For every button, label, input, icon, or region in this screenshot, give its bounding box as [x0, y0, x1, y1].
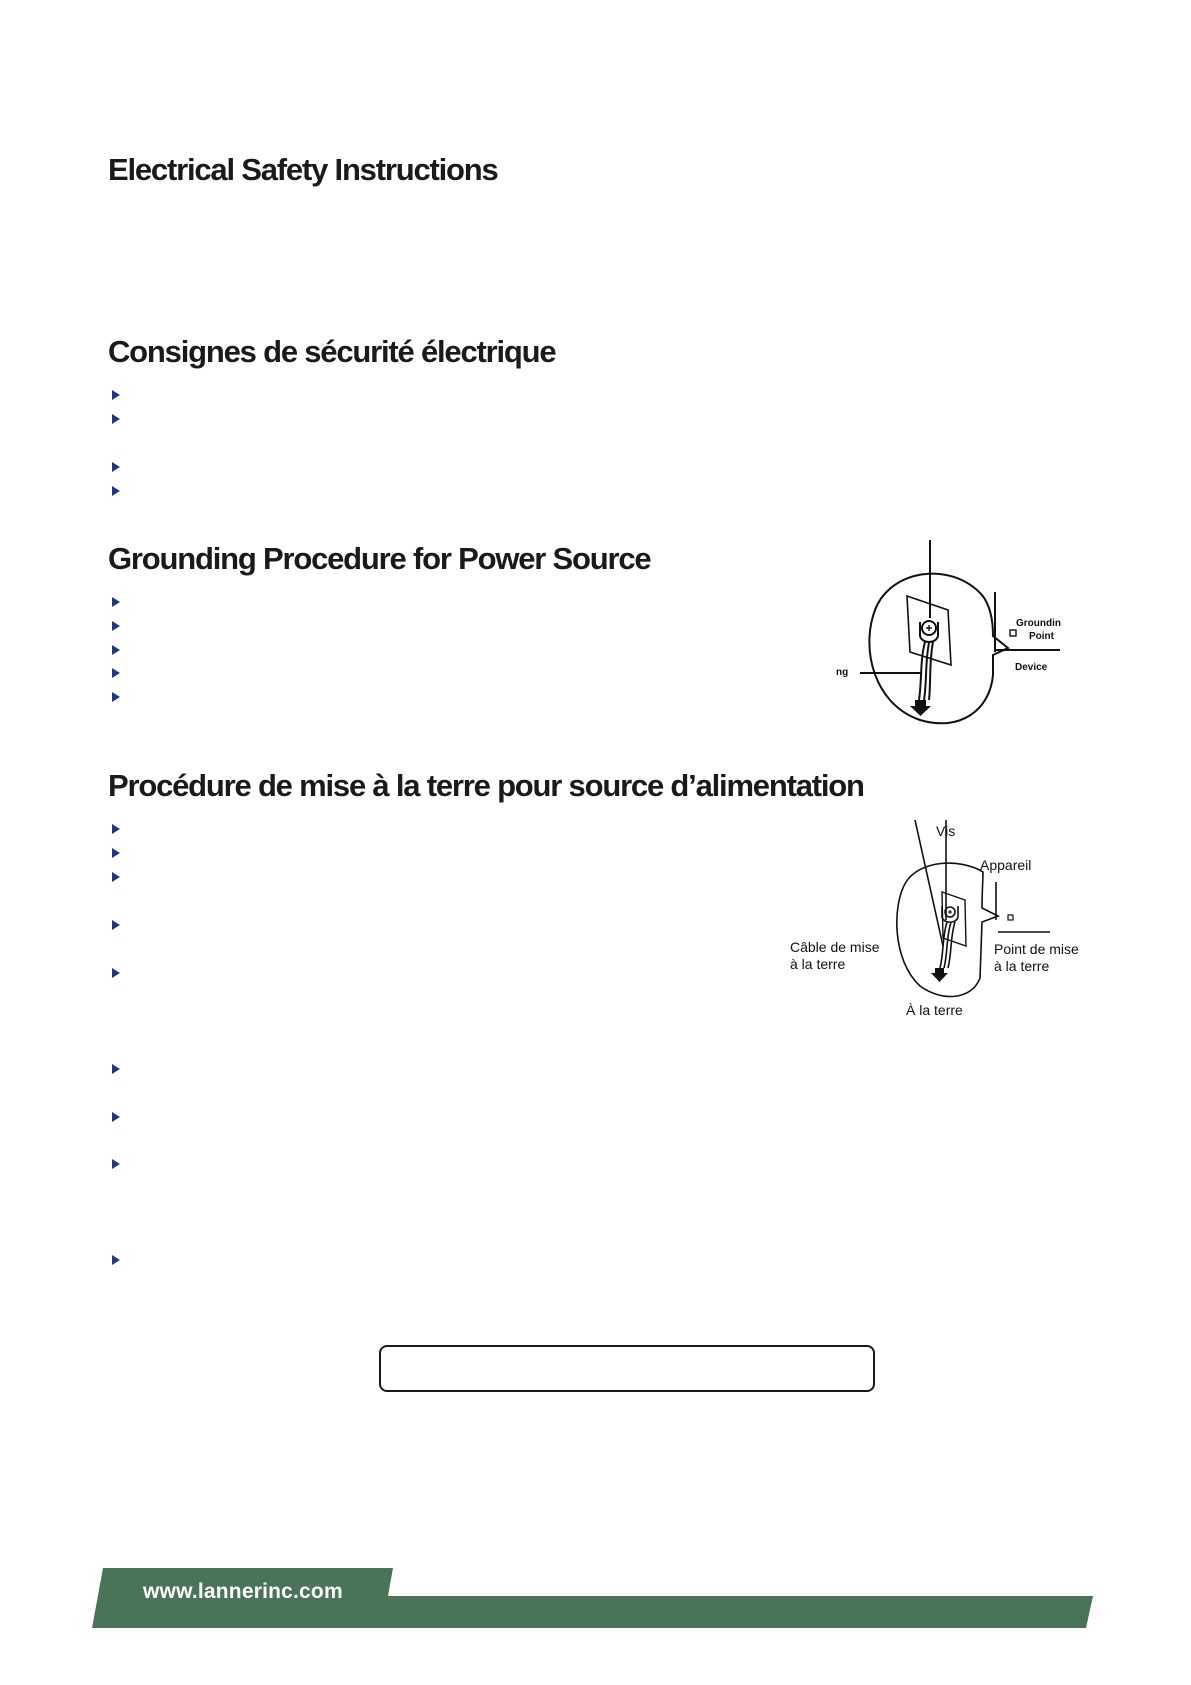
label-device: Device	[1015, 662, 1048, 673]
label-appareil: Appareil	[980, 857, 1032, 873]
bullet-marker	[112, 1064, 120, 1074]
label-cable-line1: Câble de mise	[790, 939, 880, 955]
label-grounding-cable: ng	[836, 667, 849, 678]
heading-procedure-mise-a-la-terre: Procédure de mise à la terre pour source d’alimentation	[108, 768, 864, 803]
heading-grounding-procedure: Grounding Procedure for Power Source	[108, 541, 651, 576]
bullet-marker	[112, 390, 120, 400]
grounding-diagram-fr	[780, 820, 1090, 1030]
bullet-marker	[112, 462, 120, 472]
bullet-marker	[112, 597, 120, 607]
footer-website-link[interactable]: www.lannerinc.com	[143, 1580, 343, 1603]
label-point-line2: à la terre	[994, 958, 1050, 974]
label-point-line1: Point de mise	[994, 941, 1079, 957]
label-vis: Vis	[936, 823, 956, 839]
down-arrow-icon	[910, 700, 931, 716]
bullet-marker	[112, 645, 120, 655]
bullet-marker	[112, 1159, 120, 1169]
bullet-marker	[112, 486, 120, 496]
label-grounding-point-line2: Point	[1029, 631, 1054, 642]
label-a-la-terre: À la terre	[906, 1002, 963, 1018]
heading-consignes-securite: Consignes de sécurité électrique	[108, 334, 556, 369]
bullet-marker	[112, 414, 120, 424]
label-cable-line2: à la terre	[790, 956, 846, 972]
bullet-marker	[112, 668, 120, 678]
note-box	[379, 1345, 875, 1392]
label-grounding-point-line1: Groundin	[1016, 618, 1061, 629]
grounding-diagram-en	[830, 540, 1070, 740]
bullet-marker	[112, 621, 120, 631]
down-arrow-icon	[931, 968, 948, 982]
bullet-marker	[112, 968, 120, 978]
bullet-marker	[112, 920, 120, 930]
bullet-marker	[112, 692, 120, 702]
bullet-marker	[112, 1255, 120, 1265]
bullet-marker	[112, 1112, 120, 1122]
heading-electrical-safety: Electrical Safety Instructions	[108, 152, 498, 187]
bullet-marker	[112, 824, 120, 834]
bullet-marker	[112, 872, 120, 882]
bullet-marker	[112, 848, 120, 858]
